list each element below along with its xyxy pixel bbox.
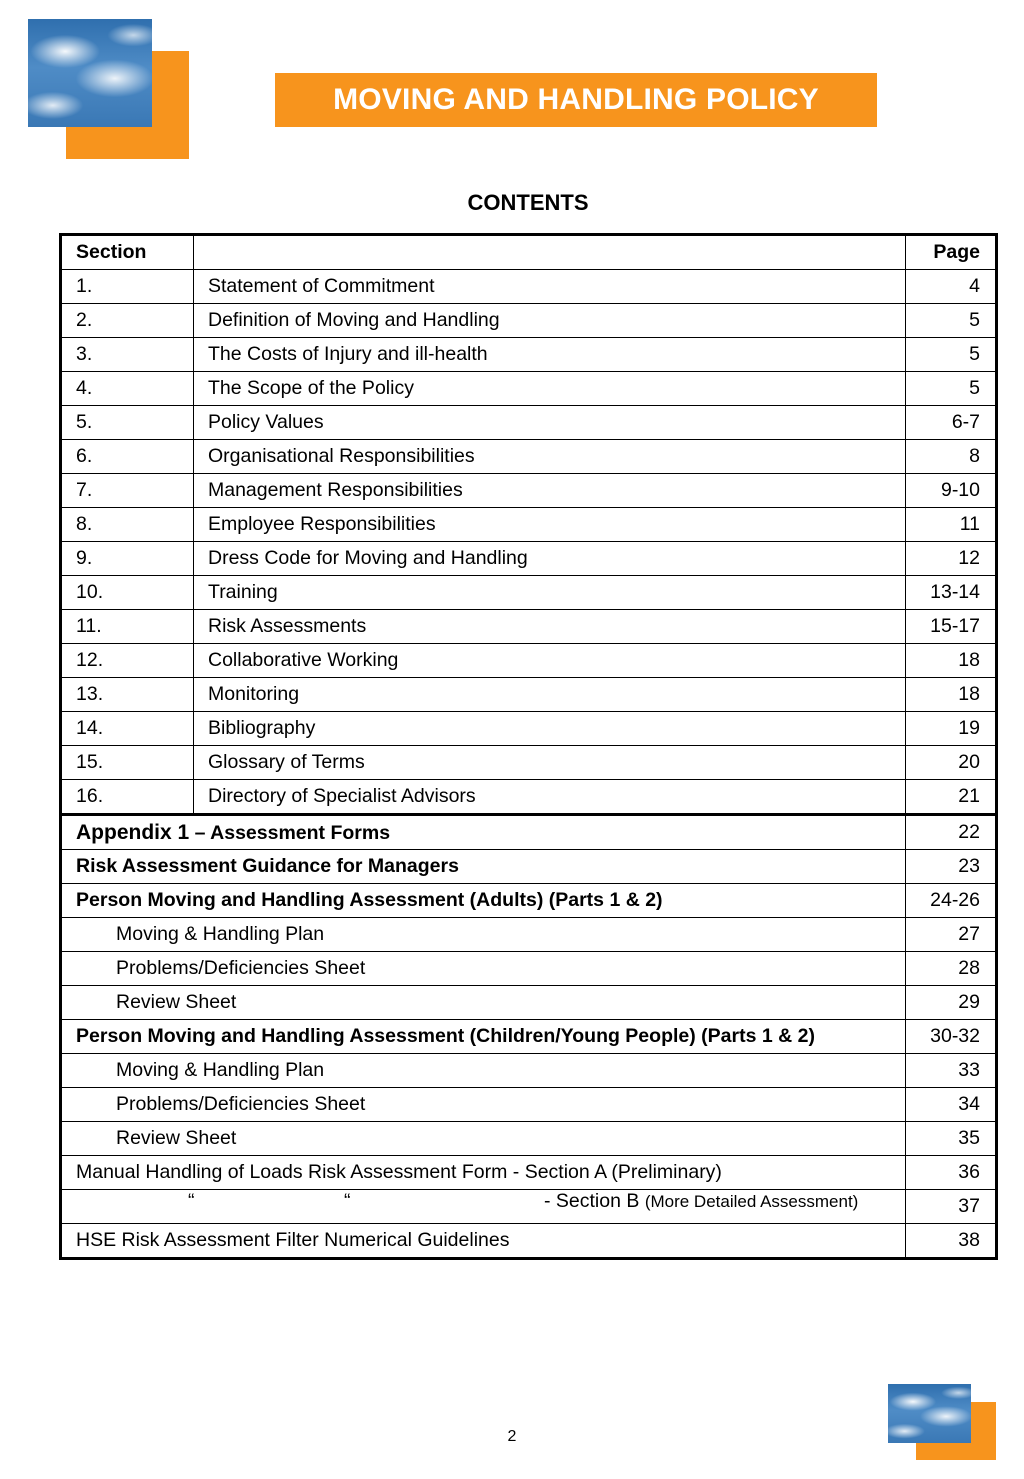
table-row — [61, 952, 997, 986]
section-page: 19 — [906, 712, 997, 746]
table-row — [61, 678, 997, 712]
section-title: Statement of Commitment — [194, 270, 906, 304]
section-number: 4. — [61, 372, 194, 406]
section-number: 15. — [61, 746, 194, 780]
table-row — [61, 918, 997, 952]
section-title: Policy Values — [194, 406, 906, 440]
appendix-item-page: 29 — [906, 986, 997, 1020]
section-title: The Scope of the Policy — [194, 372, 906, 406]
section-title: Collaborative Working — [194, 644, 906, 678]
table-row — [61, 576, 997, 610]
section-page: 13-14 — [906, 576, 997, 610]
section-title: Bibliography — [194, 712, 906, 746]
appendix-item-title: Moving & Handling Plan — [61, 1054, 906, 1088]
section-page: 15-17 — [906, 610, 997, 644]
section-page: 4 — [906, 270, 997, 304]
appendix-item-title: Risk Assessment Guidance for Managers — [61, 850, 906, 884]
section-number: 16. — [61, 780, 194, 815]
appendix-item-title: Review Sheet — [61, 1122, 906, 1156]
appendix-heading — [61, 815, 906, 850]
appendix-item-title: HSE Risk Assessment Filter Numerical Guidelines — [61, 1224, 906, 1259]
section-page: 8 — [906, 440, 997, 474]
section-page: 11 — [906, 508, 997, 542]
appendix-item-page: 37 — [906, 1190, 997, 1224]
section-number: 13. — [61, 678, 194, 712]
section-title: The Costs of Injury and ill-health — [194, 338, 906, 372]
appendix-page: 22 — [906, 815, 997, 850]
header-section: Section — [61, 235, 194, 270]
table-row — [61, 1224, 997, 1259]
contents-heading: CONTENTS — [467, 190, 589, 215]
table-row — [61, 508, 997, 542]
table-row — [61, 1122, 997, 1156]
section-b-main: - Section B — [544, 1189, 640, 1212]
section-b-detail: (More Detailed Assessment) — [644, 1191, 859, 1211]
section-page: 9-10 — [906, 474, 997, 508]
appendix-item-title: Person Moving and Handling Assessment (Children/Young People) (Parts 1 & 2) — [61, 1020, 906, 1054]
table-row — [61, 474, 997, 508]
section-number: 9. — [61, 542, 194, 576]
table-row — [61, 746, 997, 780]
table-header-row — [61, 235, 997, 270]
appendix-item-title: Person Moving and Handling Assessment (Adults) (Parts 1 & 2) — [61, 884, 906, 918]
section-page: 6-7 — [906, 406, 997, 440]
appendix-item-title: Moving & Handling Plan — [61, 918, 906, 952]
table-row — [61, 542, 997, 576]
logo-sky-image — [888, 1384, 971, 1443]
ditto-row — [76, 1189, 891, 1215]
section-number: 12. — [61, 644, 194, 678]
logo-top — [28, 19, 189, 159]
appendix-title-main: Appendix 1 — [76, 820, 190, 844]
appendix-item-title: Review Sheet — [61, 986, 906, 1020]
appendix-item-page: 38 — [906, 1224, 997, 1259]
section-page: 5 — [906, 304, 997, 338]
section-number: 7. — [61, 474, 194, 508]
appendix-title-rest: – Assessment Forms — [189, 821, 391, 844]
header-page: Page — [906, 235, 997, 270]
section-title: Monitoring — [194, 678, 906, 712]
appendix-item-page: 30-32 — [906, 1020, 997, 1054]
table-row — [61, 1020, 997, 1054]
table-row — [61, 712, 997, 746]
page-title: MOVING AND HANDLING POLICY — [333, 83, 819, 116]
logo-sky-image — [28, 19, 152, 127]
section-page: 18 — [906, 644, 997, 678]
contents-heading-wrap — [0, 190, 1024, 216]
table-row — [61, 1088, 997, 1122]
section-number: 6. — [61, 440, 194, 474]
table-row — [61, 1054, 997, 1088]
appendix-item-page: 35 — [906, 1122, 997, 1156]
ditto-mark: “ — [188, 1189, 195, 1212]
appendix-item-page: 27 — [906, 918, 997, 952]
section-page: 5 — [906, 338, 997, 372]
table-row — [61, 304, 997, 338]
appendix-item-title: Problems/Deficiencies Sheet — [61, 1088, 906, 1122]
section-page: 5 — [906, 372, 997, 406]
appendix-item-title: Problems/Deficiencies Sheet — [61, 952, 906, 986]
contents-table — [59, 233, 998, 1260]
section-page: 12 — [906, 542, 997, 576]
section-number: 8. — [61, 508, 194, 542]
page-number: 2 — [507, 1428, 517, 1445]
header-title — [194, 235, 906, 270]
table-row — [61, 644, 997, 678]
section-number: 10. — [61, 576, 194, 610]
section-page: 20 — [906, 746, 997, 780]
section-title: Directory of Specialist Advisors — [194, 780, 906, 815]
section-number: 5. — [61, 406, 194, 440]
section-number: 3. — [61, 338, 194, 372]
table-row — [61, 338, 997, 372]
section-title: Definition of Moving and Handling — [194, 304, 906, 338]
table-row — [61, 1190, 997, 1224]
table-row — [61, 406, 997, 440]
table-row — [61, 270, 997, 304]
table-row — [61, 440, 997, 474]
appendix-item-page: 23 — [906, 850, 997, 884]
section-title: Training — [194, 576, 906, 610]
appendix-item-title-ditto — [61, 1190, 906, 1224]
table-row — [61, 850, 997, 884]
section-b-label — [544, 1191, 858, 1212]
ditto-mark: “ — [344, 1189, 351, 1212]
section-page: 18 — [906, 678, 997, 712]
table-row — [61, 1156, 997, 1190]
section-number: 1. — [61, 270, 194, 304]
appendix-heading-row — [61, 815, 997, 850]
section-title: Dress Code for Moving and Handling — [194, 542, 906, 576]
section-title: Glossary of Terms — [194, 746, 906, 780]
appendix-item-page: 24-26 — [906, 884, 997, 918]
page-title-banner — [275, 73, 877, 127]
section-number: 2. — [61, 304, 194, 338]
table-row — [61, 780, 997, 815]
section-number: 11. — [61, 610, 194, 644]
appendix-item-page: 33 — [906, 1054, 997, 1088]
table-row — [61, 372, 997, 406]
table-row — [61, 610, 997, 644]
section-page: 21 — [906, 780, 997, 815]
logo-bottom — [888, 1384, 996, 1460]
appendix-item-page: 36 — [906, 1156, 997, 1190]
table-row — [61, 986, 997, 1020]
section-number: 14. — [61, 712, 194, 746]
section-title: Employee Responsibilities — [194, 508, 906, 542]
section-title: Risk Assessments — [194, 610, 906, 644]
appendix-item-title: Manual Handling of Loads Risk Assessment Form - Section A (Preliminary) — [61, 1156, 906, 1190]
section-title: Management Responsibilities — [194, 474, 906, 508]
appendix-item-page: 28 — [906, 952, 997, 986]
appendix-item-page: 34 — [906, 1088, 997, 1122]
section-title: Organisational Responsibilities — [194, 440, 906, 474]
table-row — [61, 884, 997, 918]
